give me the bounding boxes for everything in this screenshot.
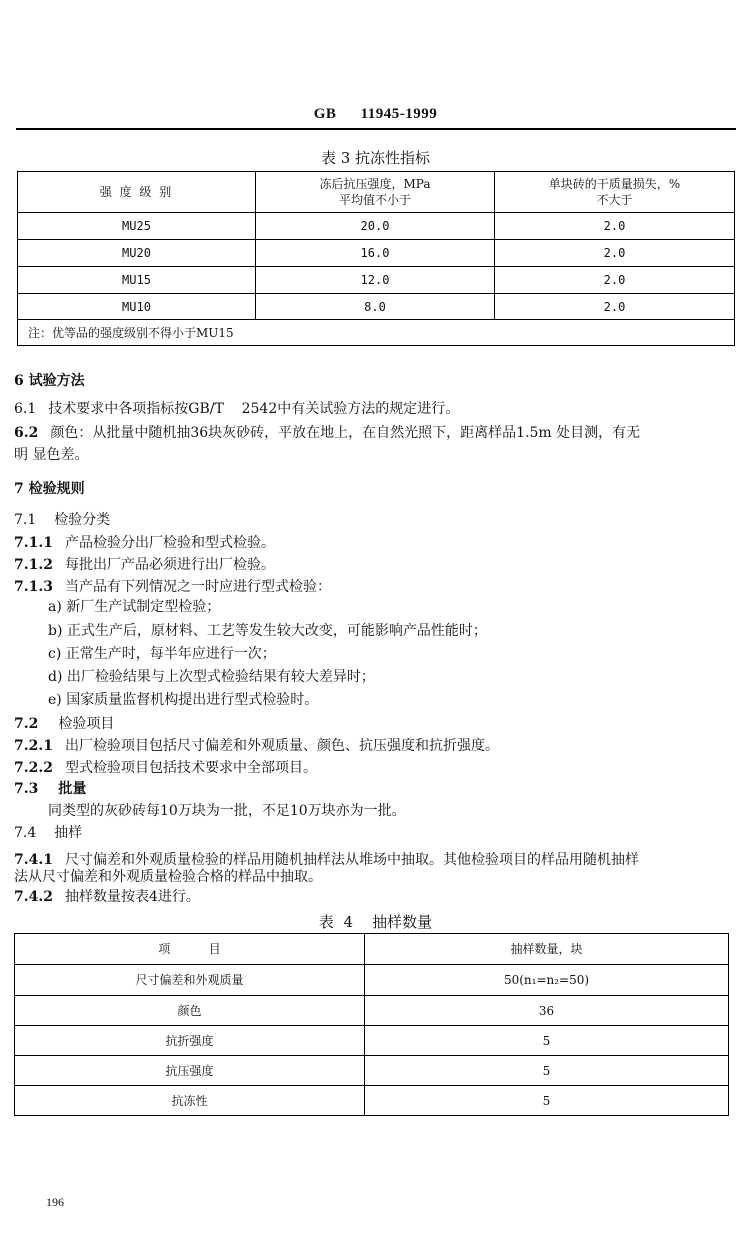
- table-cell: 8.0: [256, 294, 495, 320]
- clause-7-2-2: [14, 759, 317, 777]
- table3-note: 注：优等品的强度级别不得小于MU15: [18, 320, 735, 346]
- table-cell: 2.0: [495, 267, 735, 294]
- clause-7-4: 7.4 抽样: [14, 825, 83, 841]
- table-row: [15, 965, 729, 996]
- clause-7-3: [14, 780, 86, 798]
- table-cell: 20.0: [256, 213, 495, 240]
- table3-header-mass-loss: 单块砖的干质量损失，% 不大于: [495, 172, 735, 213]
- standard-code: [0, 106, 751, 123]
- table-cell: 36: [365, 996, 729, 1026]
- table-cell: 5: [365, 1086, 729, 1116]
- clause-6-2: [14, 424, 640, 442]
- table-cell: MU25: [18, 213, 256, 240]
- table-row: [18, 213, 735, 240]
- clause-number: 7.2: [14, 716, 39, 732]
- clause-number: 7.1.1: [14, 535, 53, 551]
- clause-7-4-1-continued: 法从尺寸偏差和外观质量检验合格的样品中抽取。: [14, 869, 322, 885]
- clause-text: 每批出厂产品必须进行出厂检验。: [64, 557, 275, 573]
- table-cell: 抗冻性: [15, 1086, 365, 1116]
- clause-number: 7.1.2: [14, 557, 53, 573]
- table3-note-row: [18, 320, 735, 346]
- clause-text: 产品检验分出厂检验和型式检验。: [64, 535, 275, 551]
- table-cell: 5: [365, 1026, 729, 1056]
- table3-frost-resistance: [17, 171, 735, 346]
- clause-number: 7.2.1: [14, 738, 53, 754]
- table4-header-quantity: 抽样数量，块: [365, 934, 729, 965]
- table-row: [18, 267, 735, 294]
- table-cell: 50(n₁=n₂=50): [365, 965, 729, 996]
- section-6-title: 6 试验方法: [14, 373, 85, 389]
- clause-number: 7.4.1: [14, 852, 53, 868]
- clause-number: 7.2.2: [14, 760, 53, 776]
- clause-number: 6.1: [14, 401, 37, 417]
- table-cell: MU10: [18, 294, 256, 320]
- table3-header-row: [18, 172, 735, 213]
- clause-text: 批量: [58, 781, 87, 797]
- clause-text: 型式检验项目包括技术要求中全部项目。: [64, 760, 317, 776]
- table-cell: 2.0: [495, 240, 735, 267]
- table4-sampling-quantity: [14, 933, 729, 1116]
- clause-7-1-2: [14, 556, 275, 574]
- list-item: c) 正常生产时，每半年应进行一次；: [48, 646, 276, 662]
- table3-caption: 表 3 抗冻性指标: [320, 149, 431, 167]
- section-7-title: 7 检验规则: [14, 481, 85, 497]
- list-item: d) 出厂检验结果与上次型式检验结果有较大差异时；: [48, 669, 375, 685]
- clause-text: 检验项目: [58, 716, 115, 732]
- standard-prefix: GB: [313, 106, 337, 122]
- table4-header-item: 项 目: [15, 934, 365, 965]
- header-divider: [16, 128, 736, 130]
- clause-6-1: [14, 400, 459, 418]
- table-cell: 2.0: [495, 294, 735, 320]
- page-number: 196: [46, 1195, 64, 1209]
- clause-text: 尺寸偏差和外观质量检验的样品用随机抽样法从堆场中抽取。其他检验项目的样品用随机抽样: [64, 852, 639, 868]
- table-cell: 抗折强度: [15, 1026, 365, 1056]
- table-row: [15, 1026, 729, 1056]
- table-cell: 16.0: [256, 240, 495, 267]
- table-row: [15, 1056, 729, 1086]
- table-row: [18, 294, 735, 320]
- clause-number: 7.1.3: [14, 579, 53, 595]
- list-item: a) 新厂生产试制定型检验；: [48, 599, 221, 615]
- clause-7-3-text: 同类型的灰砂砖每10万块为一批，不足10万块亦为一批。: [48, 803, 406, 819]
- table-cell: 尺寸偏差和外观质量: [15, 965, 365, 996]
- clause-7-4-2: [14, 888, 200, 906]
- clause-text: 颜色：从批量中随机抽36块灰砂砖，平放在地上，在自然光照下，距离样品1.5m 处目测，有无: [50, 425, 641, 441]
- table3-header-strength: 冻后抗压强度，MPa 平均值不小于: [256, 172, 495, 213]
- table-row: [18, 240, 735, 267]
- table-cell: 2.0: [495, 213, 735, 240]
- table-row: [15, 996, 729, 1026]
- table4-caption: 表 4 抽样数量: [318, 913, 433, 931]
- table-cell: MU20: [18, 240, 256, 267]
- clause-7-4-1: [14, 851, 639, 869]
- clause-number: 7.3: [14, 781, 39, 797]
- table-cell: 颜色: [15, 996, 365, 1026]
- clause-number: 6.2: [14, 425, 39, 441]
- list-item: b) 正式生产后，原材料、工艺等发生较大改变，可能影响产品性能时；: [48, 623, 487, 639]
- list-item: e) 国家质量监督机构提出进行型式检验时。: [48, 692, 319, 708]
- clause-7-2-1: [14, 737, 499, 755]
- clause-number: 7.4.2: [14, 889, 53, 905]
- standard-number: 11945-1999: [360, 106, 438, 122]
- clause-7-2: [14, 715, 114, 733]
- table3-header-grade: 强 度 级 别: [18, 172, 256, 213]
- clause-text: 技术要求中各项指标按GB/T 2542中有关试验方法的规定进行。: [48, 401, 460, 417]
- clause-text: 出厂检验项目包括尺寸偏差和外观质量、颜色、抗压强度和抗折强度。: [64, 738, 499, 754]
- table-cell: MU15: [18, 267, 256, 294]
- clause-7-1-3: [14, 578, 331, 596]
- table-row: [15, 1086, 729, 1116]
- table-cell: 5: [365, 1056, 729, 1086]
- clause-7-1: 7.1 检验分类: [14, 512, 111, 528]
- clause-text: 当产品有下列情况之一时应进行型式检验：: [64, 579, 331, 595]
- table-cell: 抗压强度: [15, 1056, 365, 1086]
- table4-header-row: [15, 934, 729, 965]
- table-cell: 12.0: [256, 267, 495, 294]
- clause-6-2-continued: 明 显色差。: [14, 447, 89, 463]
- clause-7-1-1: [14, 534, 275, 552]
- clause-text: 抽样数量按表4进行。: [64, 889, 200, 905]
